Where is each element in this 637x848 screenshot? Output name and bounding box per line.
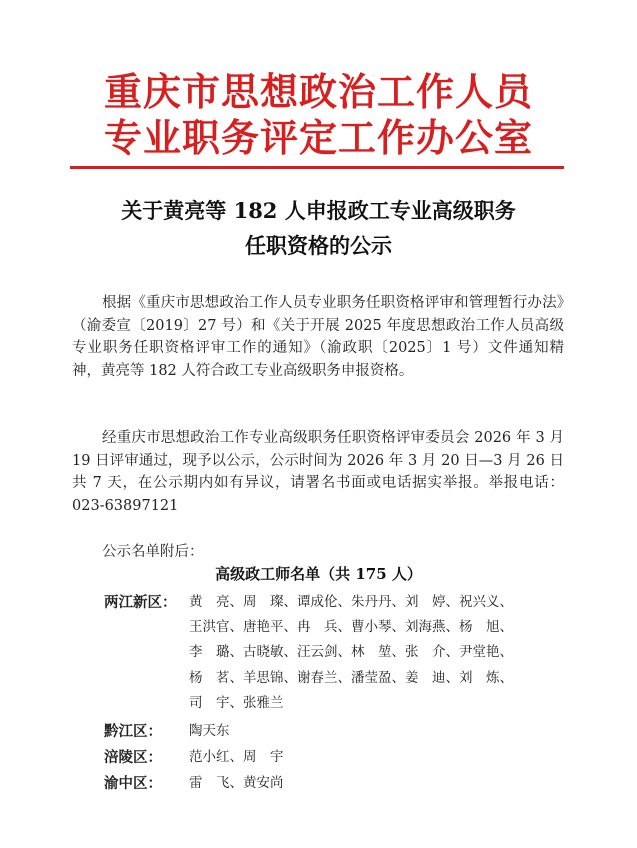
region-label: 涪陵区： [104, 749, 162, 766]
region-liangjiang [104, 590, 574, 718]
body-paragraph-list-intro: 公示名单附后： [102, 544, 204, 560]
masthead-line-1: 重庆市思想政治工作人员 [103, 69, 533, 114]
names-line: 范小红、周 宇 [189, 749, 284, 765]
region-fuling [104, 745, 574, 769]
masthead-line-2: 专业职务评定工作办公室 [103, 115, 533, 160]
region-label: 渝中区： [104, 775, 162, 792]
names-line: 司 宇、张雅兰 [189, 694, 284, 711]
region-qianjiang [104, 719, 574, 743]
names-line: 李 璐、古晓敏、汪云剑、林 堃、张 介、尹堂艳、 [189, 644, 513, 661]
body-paragraph-basis: 根据《重庆市思想政治工作人员专业职务任职资格评审和管理暂行办法》（渝委宣〔2019〕27 号）和《关于开展 2025 年度思想政治工作人员高级专业职务任职资格评审工作的通知》（渝政职〔2025〕1 号）文件通知精神，黄亮等 182 人符合政工专业高级职务申报资格。 [72, 295, 564, 379]
document-title-line-1: 关于黄亮等 182 人申报政工专业高级职务 [121, 198, 516, 223]
region-yuzhong [104, 771, 574, 795]
name-list-title: 高级政工师名单（共 175 人） [215, 565, 422, 583]
names-line: 王洪官、唐艳平、冉 兵、曹小琴、刘海燕、杨 旭、 [189, 619, 513, 636]
region-names [189, 771, 569, 796]
region-names [189, 590, 569, 716]
names-line: 杨 茗、羊思锦、谢春兰、潘莹盈、姜 迪、刘 炼、 [189, 669, 513, 686]
region-names [189, 745, 569, 770]
region-label: 黔江区： [104, 723, 162, 740]
region-names [189, 719, 569, 744]
names-line: 陶天东 [189, 723, 230, 739]
red-divider [70, 166, 564, 169]
document-title-line-2: 任职资格的公示 [245, 233, 392, 258]
names-line: 黄 亮、周 璨、谭成伦、朱丹丹、刘 婷、祝兴义、 [189, 594, 513, 610]
body-paragraph-review: 经重庆市思想政治工作专业高级职务任职资格评审委员会 2026 年 3 月 19 日评审通过，现予以公示，公示时间为 2026 年 3 月 20 日—3 月 26 日共 7 天，在公示期内如有异议，请署名书面或电话据实举报。举报电话：023-63897121 [72, 430, 564, 514]
names-line: 雷 飞、黄安尚 [189, 775, 284, 791]
region-label: 两江新区： [104, 594, 177, 611]
